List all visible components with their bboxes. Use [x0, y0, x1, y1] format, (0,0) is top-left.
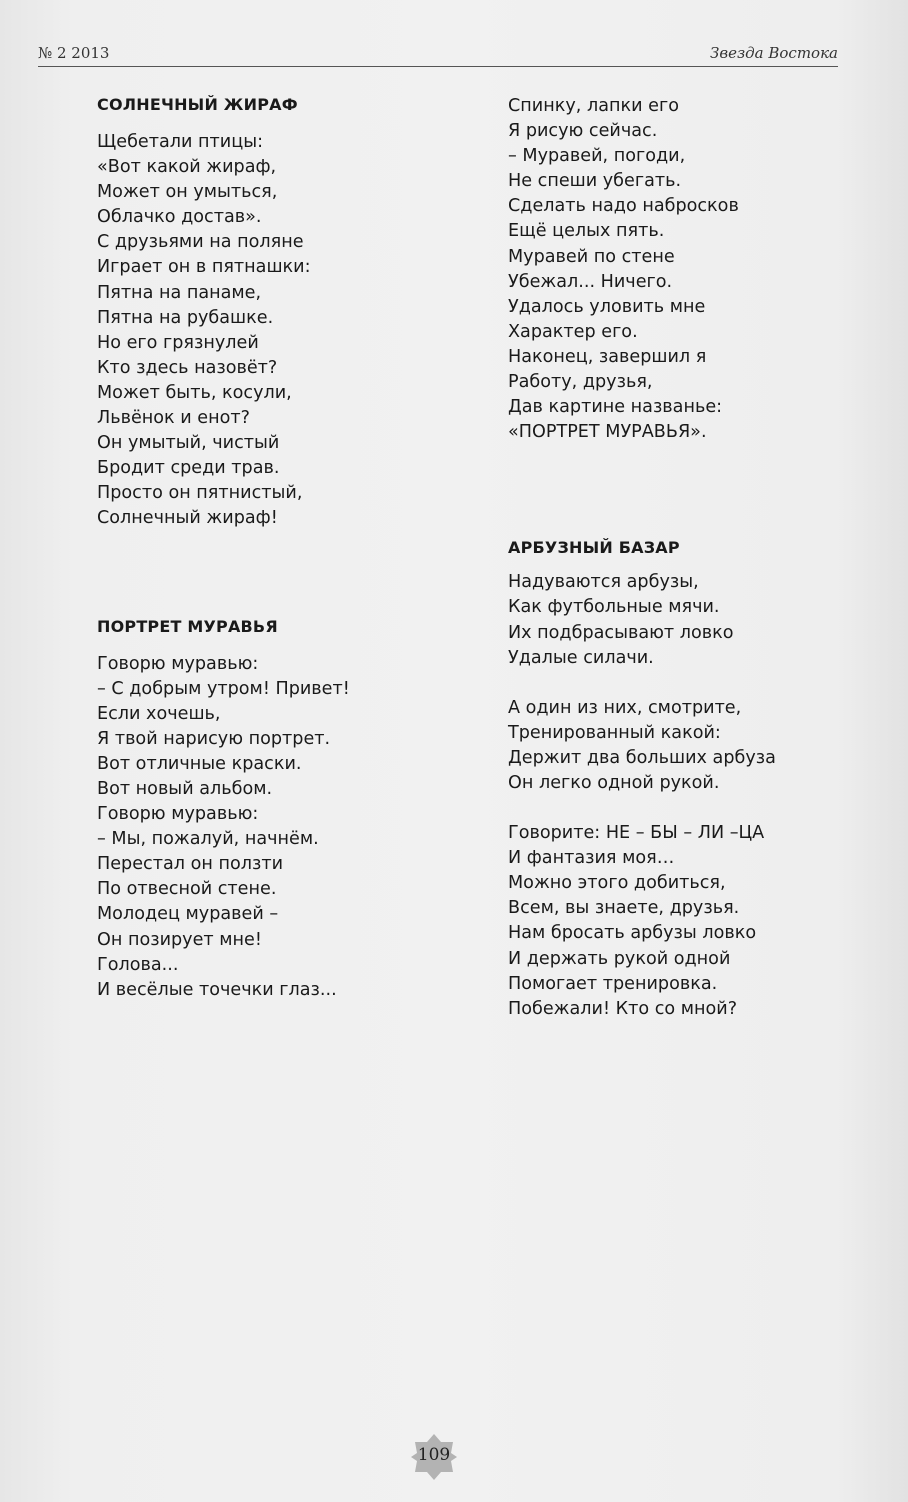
poem-line: Львёнок и енот? [97, 408, 250, 429]
poem-line: Может он умыться, [97, 182, 278, 203]
poem-line: Но его грязнулей [97, 332, 259, 353]
poem-line: Наконец, завершил я [508, 346, 707, 367]
poem-line: Можно этого добиться, [508, 873, 726, 894]
poem-line: И держать рукой одной [508, 948, 731, 969]
poem-line: Он умытый, чистый [97, 433, 280, 454]
poem-line: «ПОРТРЕТ МУРАВЬЯ». [508, 422, 707, 443]
poem-line: Он позирует мне! [97, 929, 262, 950]
poem-line: Ещё целых пять. [508, 221, 665, 242]
poem-line: По отвесной стене. [97, 879, 277, 900]
left-column [97, 92, 497, 1003]
poem-line: Спинку, лапки его [508, 96, 679, 116]
poem-line: И весёлые точечки глаз... [97, 979, 337, 1000]
poem-line: Характер его. [508, 321, 638, 342]
poem-ant-text-part1 [97, 652, 497, 1003]
issue-number: № 2 2013 [38, 44, 110, 62]
poem-line: Говорите: НЕ – БЫ – ЛИ –ЦА [508, 823, 765, 844]
poem-line: – Мы, пожалуй, начнём. [97, 829, 319, 850]
poem-line: Просто он пятнистый, [97, 483, 303, 504]
poem-line: Если хочешь, [97, 703, 221, 724]
poem-line: Говорю муравью: [97, 653, 259, 674]
poem-line: Я твой нарисую портрет. [97, 728, 331, 749]
poem-line: Щебетали птицы: [97, 132, 264, 152]
poem-line: Пятна на рубашке. [97, 307, 274, 328]
page-number-text: 109 [417, 1445, 451, 1465]
poem-line: Их подбрасывают ловко [508, 622, 734, 643]
poem-line: Сделать надо набросков [508, 196, 739, 217]
poem-line: Удалые силачи. [508, 647, 654, 668]
poem-giraffe-text [97, 130, 497, 532]
poem-line: Солнечный жираф! [97, 508, 278, 529]
poem-line: Пятна на панаме, [97, 282, 262, 303]
poem-title-melon: АРБУЗНЫЙ БАЗАР [508, 538, 680, 558]
poem-line: Как футбольные мячи. [508, 597, 720, 618]
poem-line: А один из них, смотрите, [508, 697, 742, 718]
poem-line: С друзьями на поляне [97, 232, 304, 253]
poem-line: Перестал он ползти [97, 854, 283, 875]
poem-line: Побежали! Кто со мной? [508, 998, 738, 1019]
poem-line: Играет он в пятнашки: [97, 257, 311, 278]
journal-title: Звезда Востока [710, 44, 838, 62]
poem-title-giraffe: СОЛНЕЧНЫЙ ЖИРАФ [97, 95, 298, 114]
poem-line: Убежал... Ничего. [508, 271, 673, 292]
poem-line: И фантазия моя… [508, 848, 675, 869]
poem-line: Может быть, косули, [97, 382, 292, 403]
poem-line: Говорю муравью: [97, 804, 259, 825]
poem-line: «Вот какой жираф, [97, 157, 277, 178]
poem-line: Молодец муравей – [97, 904, 279, 925]
poem-line: Кто здесь назовёт? [97, 357, 278, 378]
poem-line: Не спеши убегать. [508, 171, 682, 192]
poem-line: Я рисую сейчас. [508, 121, 658, 142]
poem-line: Бродит среди трав. [97, 458, 280, 479]
poem-melon-stanza-2 [508, 696, 848, 796]
poem-line: – Муравей, погоди, [508, 146, 686, 167]
poem-line: Помогает тренировка. [508, 973, 718, 994]
poem-line: Он легко одной рукой. [508, 772, 720, 793]
poem-line: Вот новый альбом. [97, 778, 273, 799]
poem-line: Всем, вы знаете, друзья. [508, 898, 740, 919]
poem-melon-stanza-3 [508, 821, 848, 1022]
poem-melon-stanza-1 [508, 570, 848, 670]
poem-line: Муравей по стене [508, 246, 675, 267]
poem-line: – С добрым утром! Привет! [97, 678, 350, 699]
running-header [38, 44, 838, 67]
poem-line: Голова... [97, 954, 179, 975]
right-column [508, 94, 848, 1022]
poem-line: Работу, друзья, [508, 372, 653, 393]
poem-line: Нам бросать арбузы ловко [508, 923, 757, 944]
poem-line: Вот отличные краски. [97, 753, 302, 774]
poem-title-ant: ПОРТРЕТ МУРАВЬЯ [97, 616, 278, 636]
poem-line: Держит два больших арбуза [508, 747, 776, 768]
poem-ant-text-part2 [508, 94, 848, 445]
poem-line: Дав картине названье: [508, 397, 723, 418]
poem-line: Надуваются арбузы, [508, 572, 699, 593]
poem-line: Удалось уловить мне [508, 296, 706, 317]
poem-line: Облачко достав». [97, 207, 262, 228]
page-number [411, 1434, 457, 1480]
poem-line: Тренированный какой: [508, 722, 721, 743]
